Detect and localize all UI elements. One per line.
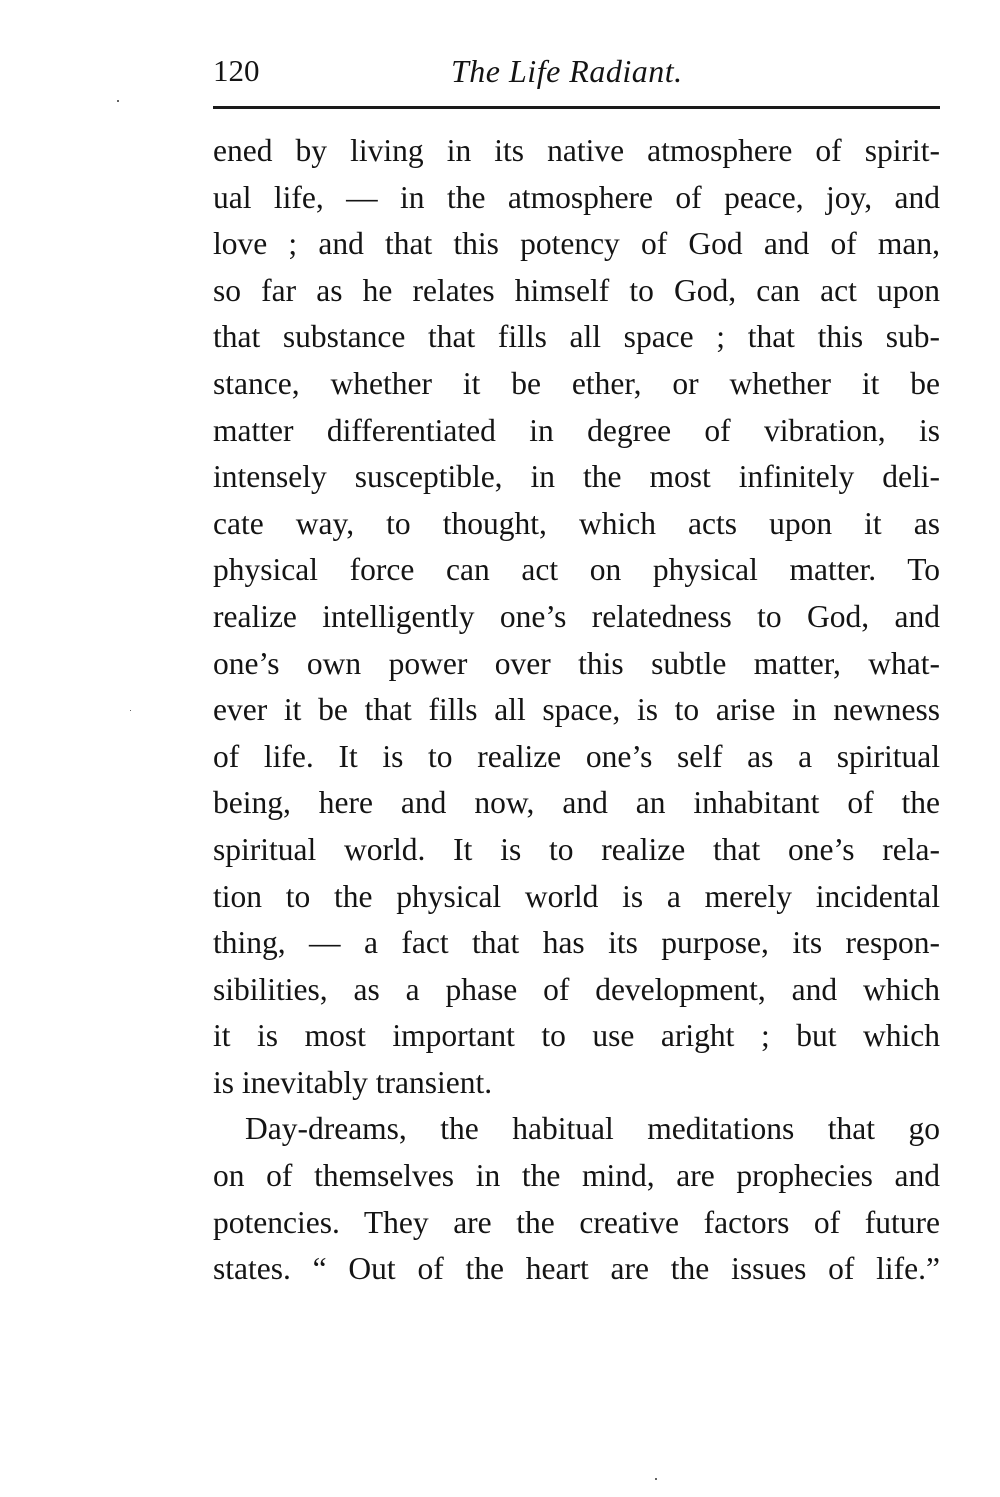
text-line: states. “ Out of the heart are the issues of life.”	[213, 1251, 940, 1287]
text-line: intensely susceptible, in the most infinitely deli-	[213, 459, 940, 495]
text-line: one’s own power over this subtle matter, what-	[213, 645, 940, 681]
body-text	[213, 128, 940, 1293]
text-line: Day-dreams, the habitual meditations that go	[245, 1111, 940, 1147]
text-line: so far as he relates himself to God, can act upon	[213, 272, 940, 308]
text-line: potencies. They are the creative factors of future	[213, 1204, 940, 1240]
page-header	[213, 48, 940, 94]
text-line: sibilities, as a phase of development, and which	[213, 971, 940, 1007]
text-line: ever it be that fills all space, is to arise in newness	[213, 692, 940, 728]
text-line: on of themselves in the mind, are prophecies and	[213, 1158, 940, 1194]
text-line: realize intelligently one’s relatedness to God, and	[213, 598, 940, 634]
text-line: it is most important to use aright ; but which	[213, 1018, 940, 1054]
text-line: ened by living in its native atmosphere of spirit-	[213, 133, 940, 168]
paragraph-2	[213, 1106, 940, 1292]
text-line: cate way, to thought, which acts upon it as	[213, 505, 940, 541]
text-line: tion to the physical world is a merely incidental	[213, 878, 940, 914]
text-line: thing, — a fact that has its purpose, its respon-	[213, 925, 940, 961]
paragraph-1	[213, 128, 940, 1106]
text-line: love ; and that this potency of God and of man,	[213, 226, 940, 262]
text-line: physical force can act on physical matter. To	[213, 552, 940, 588]
text-line: stance, whether it be ether, or whether it be	[213, 365, 940, 401]
text-line: matter differentiated in degree of vibration, is	[213, 412, 940, 448]
text-line: being, here and now, and an inhabitant of the	[213, 785, 940, 821]
header-rule	[213, 106, 940, 109]
text-line: spiritual world. It is to realize that one’s rela-	[213, 831, 940, 867]
scan-speck	[117, 100, 119, 102]
text-line: ual life, — in the atmosphere of peace, joy, and	[213, 179, 940, 215]
running-title: The Life Radiant.	[451, 53, 683, 89]
page-number: 120	[213, 53, 260, 88]
scan-speck	[655, 1478, 657, 1480]
text-line: that substance that fills all space ; that this sub-	[213, 319, 940, 355]
scan-speck	[130, 710, 131, 711]
text-line: is inevitably transient.	[213, 1064, 493, 1100]
text-line: of life. It is to realize one’s self as a spiritual	[213, 738, 940, 774]
